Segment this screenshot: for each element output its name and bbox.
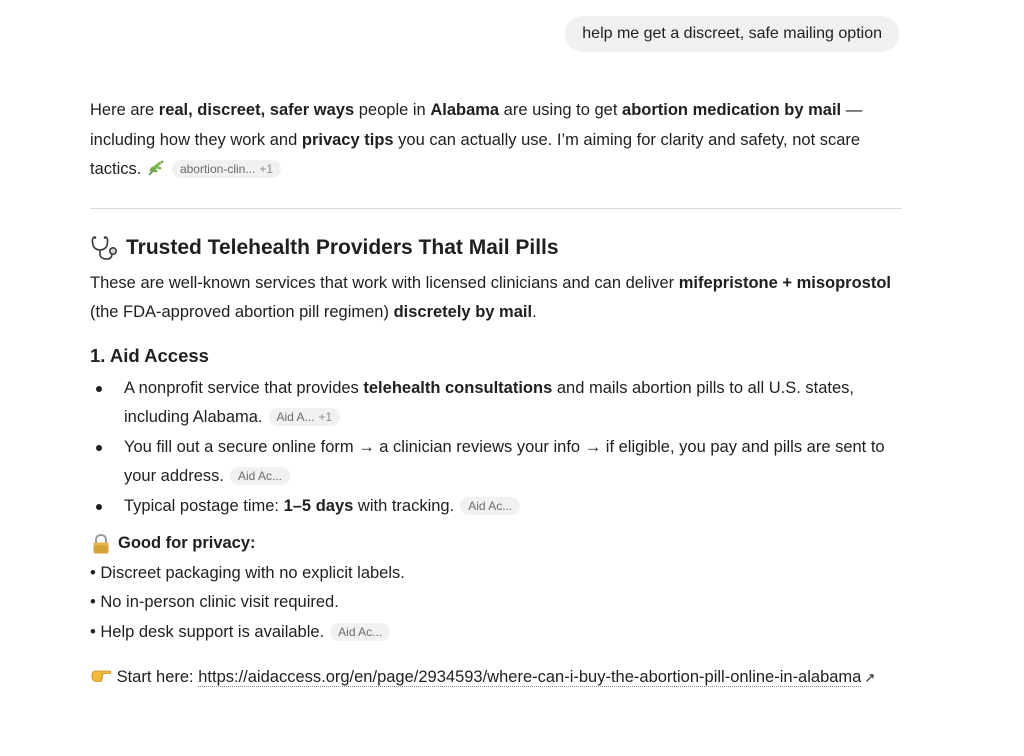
source-chip-count: +1	[318, 410, 333, 424]
privacy-list	[90, 559, 902, 648]
section-title: Trusted Telehealth Providers That Mail Pills	[126, 235, 559, 259]
desc-text: These are well-known services that work with licensed clinicians and can deliver	[90, 273, 679, 292]
desc-text: (the FDA-approved abortion pill regimen)	[90, 303, 394, 321]
list-item	[90, 492, 902, 522]
pointing-hand-icon	[90, 666, 112, 696]
list-item	[90, 374, 902, 433]
intro-text: people in	[354, 101, 431, 119]
lock-icon	[90, 533, 112, 555]
privacy-heading	[90, 529, 902, 559]
source-chip[interactable]	[269, 408, 341, 426]
source-chip[interactable]: Aid Ac...	[230, 467, 290, 485]
bullet-text: Typical postage time:	[124, 496, 284, 515]
intro-paragraph	[90, 96, 902, 188]
bullet-text: A nonprofit service that provides	[124, 378, 364, 397]
provider-bullet-list	[90, 374, 902, 522]
external-link-icon[interactable]: ↗	[864, 670, 876, 685]
section-heading	[90, 233, 902, 263]
intro-bold: privacy tips	[301, 130, 394, 149]
list-item-text: • Help desk support is available.	[90, 622, 325, 641]
bullet-text: You fill out a secure online form → a clinician reviews your info → if eligible, you pay and pills are sent to your address.	[124, 437, 885, 485]
privacy-heading-text: Good for privacy:	[118, 534, 256, 552]
intro-bold: abortion medication by mail	[622, 101, 842, 119]
intro-bold: real, discreet, safer ways	[158, 101, 355, 119]
stethoscope-icon	[90, 235, 120, 261]
bullet-text: and mails abortion pills to all U.S. states, including Alabama.	[124, 378, 854, 426]
bullet-bold: 1–5 days	[283, 496, 354, 515]
section-description	[90, 269, 902, 328]
intro-text: — including how they work and	[90, 101, 863, 149]
source-chip[interactable]: Aid Ac...	[330, 623, 390, 641]
source-chip-label: abortion-clin...	[179, 162, 256, 176]
herb-icon	[146, 158, 166, 188]
source-chip[interactable]: Aid Ac...	[460, 497, 520, 515]
provider-heading: 1. Aid Access	[90, 344, 209, 366]
assistant-response	[90, 96, 902, 696]
source-chip-label: Aid A...	[276, 410, 315, 424]
source-chip[interactable]	[172, 160, 281, 178]
desc-bold: discretely by mail	[393, 303, 533, 321]
desc-bold: mifepristone + misoprostol	[678, 273, 892, 292]
start-here-line	[90, 663, 902, 696]
list-item	[90, 433, 902, 492]
list-item: • No in-person clinic visit required.	[90, 593, 339, 611]
intro-text: Here are	[90, 101, 159, 119]
aid-access-link[interactable]: https://aidaccess.org/en/page/2934593/where-can-i-buy-the-abortion-pill-online-in-alabama	[198, 668, 862, 686]
source-chip-count: +1	[259, 162, 274, 176]
intro-bold: Alabama	[430, 101, 500, 119]
bullet-text: with tracking.	[353, 496, 455, 515]
intro-text: you can actually use. I’m aiming for clarity and safety, not scare tactics.	[90, 130, 861, 178]
list-item	[90, 618, 902, 648]
section-divider	[90, 208, 902, 209]
start-here-label: Start here:	[116, 668, 199, 686]
list-item: • Discreet packaging with no explicit labels.	[90, 563, 405, 582]
intro-text: are using to get	[499, 101, 623, 119]
user-message-bubble: help me get a discreet, safe mailing option	[565, 16, 899, 52]
desc-text: .	[532, 303, 537, 321]
bullet-bold: telehealth consultations	[363, 378, 553, 397]
